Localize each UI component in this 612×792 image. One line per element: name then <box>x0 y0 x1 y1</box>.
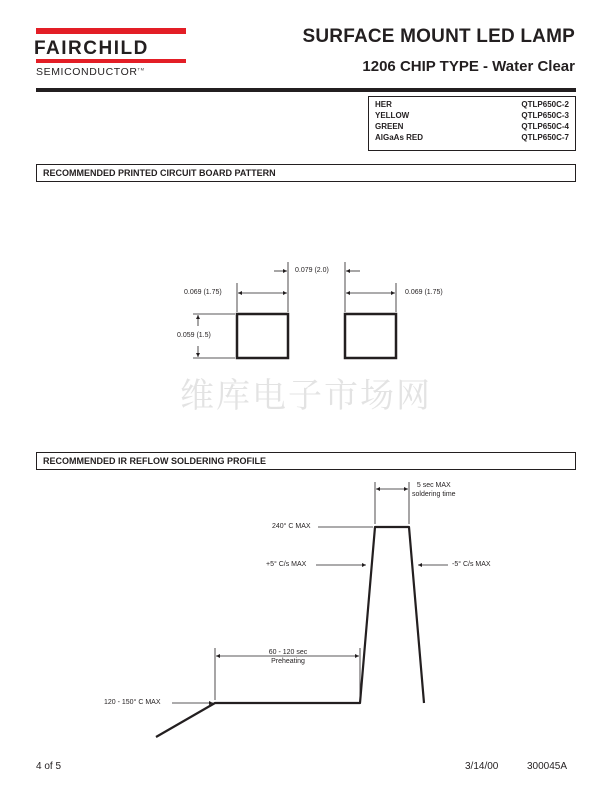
height-label: 0.059 (1.5) <box>177 332 211 339</box>
right-pad <box>345 314 396 358</box>
soldering-time-label: 5 sec MAX soldering time <box>412 482 456 498</box>
peak-temp-label: 240° C MAX <box>272 523 311 530</box>
ramp-down-label: -5° C/s MAX <box>452 561 491 568</box>
watermark: 维库电子市场网 <box>180 376 432 416</box>
doc-date: 3/14/00 <box>465 761 499 772</box>
ramp-up-label: +5° C/s MAX <box>266 561 307 568</box>
pcb-pattern-heading: RECOMMENDED PRINTED CIRCUIT BOARD PATTERN <box>36 164 576 182</box>
part-code: QTLP650C-7 <box>521 133 569 142</box>
page-subtitle: 1206 CHIP TYPE - Water Clear <box>362 58 575 75</box>
part-color: GREEN <box>375 122 404 131</box>
logo-subtext: SEMICONDUCTOR™ <box>36 66 145 78</box>
left-width-label: 0.069 (1.75) <box>184 289 222 296</box>
reflow-profile-curve <box>156 527 424 737</box>
logo-trademark: TM <box>137 66 145 72</box>
page-title: SURFACE MOUNT LED LAMP <box>302 26 575 47</box>
reflow-profile-heading: RECOMMENDED IR REFLOW SOLDERING PROFILE <box>36 452 576 470</box>
part-color: HER <box>375 100 392 109</box>
doc-number: 300045A <box>527 761 568 772</box>
logo-wordmark: FAIRCHILD <box>34 38 149 59</box>
part-code: QTLP650C-4 <box>521 122 569 131</box>
part-color: AlGaAs RED <box>375 133 424 142</box>
page-number: 4 of 5 <box>36 761 62 772</box>
part-code: QTLP650C-2 <box>521 100 569 109</box>
gap-dimension-label: 0.079 (2.0) <box>295 267 329 274</box>
part-color: YELLOW <box>375 111 410 120</box>
right-width-label: 0.069 (1.75) <box>405 289 443 296</box>
preheat-temp-label: 120 - 150° C MAX <box>104 699 161 706</box>
part-code: QTLP650C-3 <box>521 111 569 120</box>
left-pad <box>237 314 288 358</box>
preheat-time-label: 60 - 120 sec Preheating <box>268 649 308 665</box>
